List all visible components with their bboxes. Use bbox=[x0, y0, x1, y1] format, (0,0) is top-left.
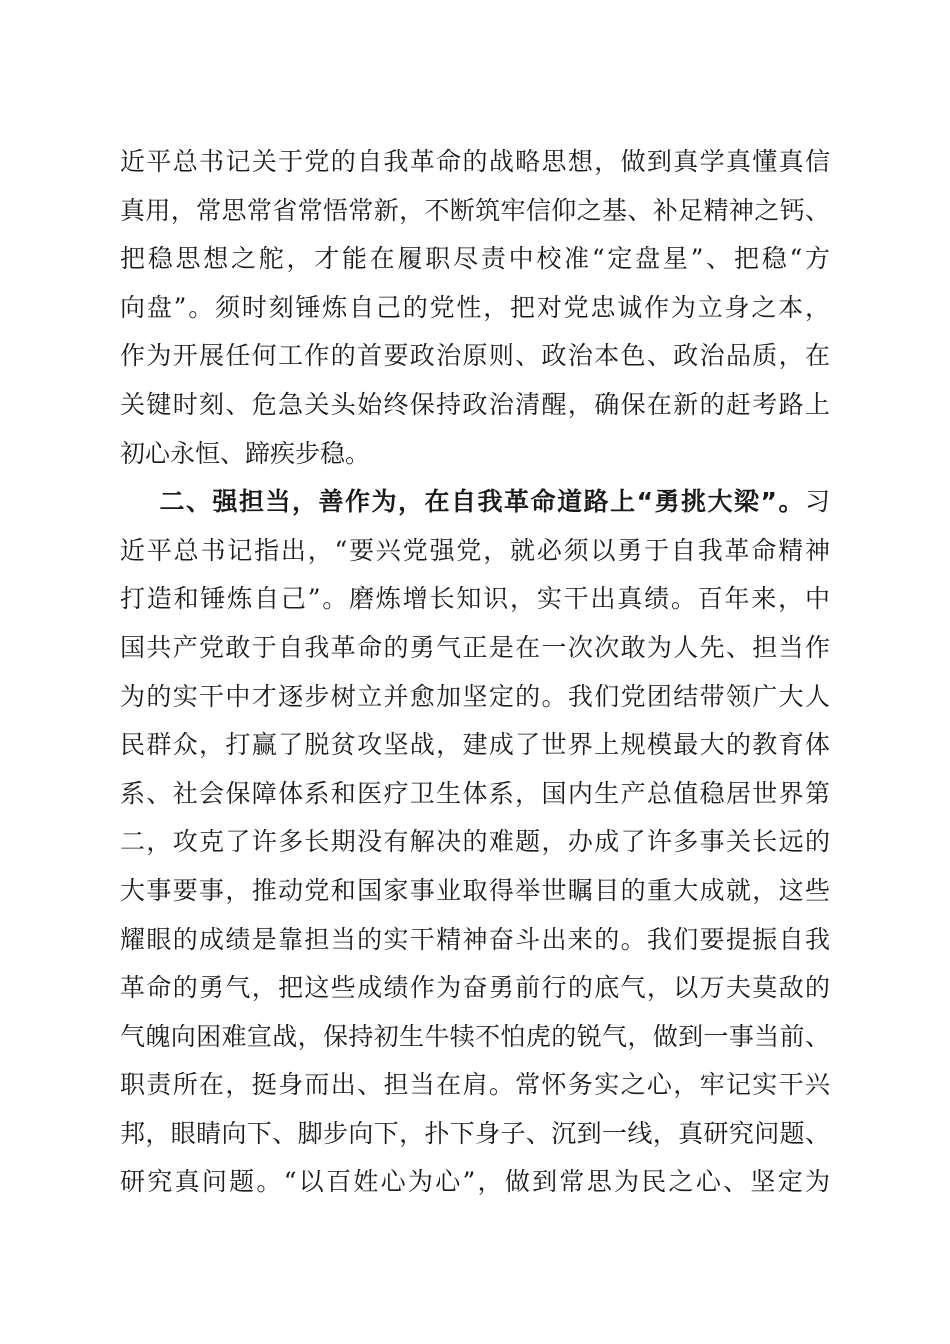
paragraph-1 bbox=[120, 138, 830, 478]
text-line: 作为开展任何工作的首要政治原则、政治本色、政治品质，在 bbox=[120, 341, 830, 371]
text-line: 气魄向困难宣战，保持初生牛犊不怕虎的锐气，做到一事当前、 bbox=[120, 1021, 830, 1051]
text-line: 真用，常思常省常悟常新，不断筑牢信仰之基、补足精神之钙、 bbox=[120, 195, 830, 225]
text-line: 为的实干中才逐步树立并愈加坚定的。我们党团结带领广大人 bbox=[120, 681, 830, 711]
text-line: 打造和锤炼自己”。磨炼增长知识，实干出真绩。百年来，中 bbox=[120, 584, 830, 614]
heading-line bbox=[120, 478, 830, 527]
text-line: 革命的勇气，把这些成绩作为奋勇前行的底气，以万夫莫敌的 bbox=[120, 973, 830, 1003]
text-line: 二，攻克了许多长期没有解决的难题，办成了许多事关长远的 bbox=[120, 827, 830, 857]
text-line: 邦，眼睛向下、脚步向下，扑下身子、沉到一线，真研究问题、 bbox=[120, 1118, 830, 1148]
body-text bbox=[120, 138, 830, 1207]
text-line: 职责所在，挺身而出、担当在肩。常怀务实之心，牢记实干兴 bbox=[120, 1070, 830, 1100]
text-line: 近平总书记指出，“要兴党强党，就必须以勇于自我革命精神 bbox=[120, 535, 830, 565]
section-heading: 二、强担当，善作为，在自我革命道路上“勇挑大梁”。 bbox=[158, 487, 805, 517]
text-line: 耀眼的成绩是靠担当的实干精神奋斗出来的。我们要提振自我 bbox=[120, 924, 830, 954]
paragraph-2 bbox=[120, 478, 830, 1207]
text-line: 初心永恒、蹄疾步稳。 bbox=[120, 438, 371, 468]
text-line: 把稳思想之舵，才能在履职尽责中校准“定盘星”、把稳“方 bbox=[120, 244, 830, 274]
text-line: 民群众，打赢了脱贫攻坚战，建成了世界上规模最大的教育体 bbox=[120, 730, 830, 760]
text-line: 关键时刻、危急关头始终保持政治清醒，确保在新的赶考路上 bbox=[120, 389, 830, 419]
text-line: 研究真问题。“以百姓心为心”，做到常思为民之心、坚定为 bbox=[120, 1167, 830, 1197]
text-line: 系、社会保障体系和医疗卫生体系，国内生产总值稳居世界第 bbox=[120, 778, 830, 808]
text-line: 近平总书记关于党的自我革命的战略思想，做到真学真懂真信 bbox=[120, 147, 830, 176]
text-line: 国共产党敢于自我革命的勇气正是在一次次敢为人先、担当作 bbox=[120, 632, 830, 662]
text-line: 向盘”。须时刻锤炼自己的党性，把对党忠诚作为立身之本， bbox=[120, 292, 830, 322]
text-line: 大事要事，推动党和国家事业取得举世瞩目的重大成就，这些 bbox=[120, 875, 830, 905]
heading-tail-text: 习 bbox=[804, 487, 830, 517]
